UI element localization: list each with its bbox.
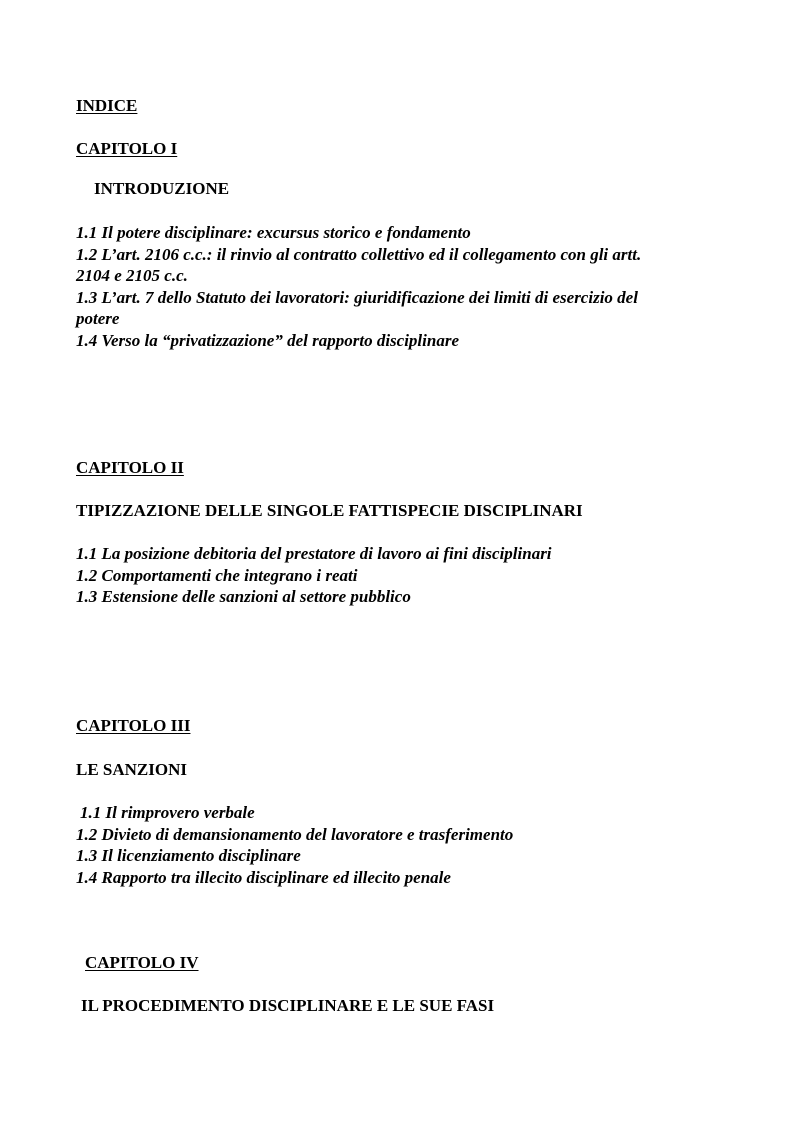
chapter-2-entry-2: 1.2 Comportamenti che integrano i reati (76, 565, 358, 585)
chapter-4-title: IL PROCEDIMENTO DISCIPLINARE E LE SUE FASI (81, 996, 495, 1015)
chapter-3-entry-3: 1.3 Il licenziamento disciplinare (76, 846, 301, 865)
chapter-1-entry-2: 1.2 L’art. 2106 c.c.: il rinvio al contratto collettivo ed il collegamento con gli artt. 2104 e 2105 c.c. (76, 244, 642, 285)
chapter-1-entry-4: 1.4 Verso la “privatizzazione” del rapporto disciplinare (76, 330, 459, 350)
chapter-1-entry-3: 1.3 L’art. 7 dello Statuto dei lavoratori: giuridificazione dei limiti di esercizio del potere (76, 287, 638, 328)
chapter-4-heading: CAPITOLO IV (85, 953, 199, 972)
chapter-2-entry-1: 1.1 La posizione debitoria del prestatore di lavoro ai fini disciplinari (76, 544, 552, 563)
chapter-3-title: LE SANZIONI (76, 760, 188, 779)
chapter-1-heading: CAPITOLO I (76, 139, 178, 158)
chapter-3-heading: CAPITOLO III (76, 716, 191, 735)
chapter-3-entry-4: 1.4 Rapporto tra illecito disciplinare ed illecito penale (76, 867, 451, 887)
chapter-3-entry-1: 1.1 Il rimprovero verbale (80, 803, 255, 822)
chapter-1-entry-1: 1.1 Il potere disciplinare: excursus storico e fondamento (76, 223, 471, 242)
chapter-2-heading: CAPITOLO II (76, 458, 184, 477)
chapter-1-title: INTRODUZIONE (94, 179, 230, 198)
chapter-2-title: TIPIZZAZIONE DELLE SINGOLE FATTISPECIE DISCIPLINARI (76, 501, 583, 520)
chapter-3-entry-2: 1.2 Divieto di demansionamento del lavoratore e trasferimento (76, 824, 514, 844)
chapter-2-entry-3: 1.3 Estensione delle sanzioni al settore pubblico (76, 587, 411, 606)
index-title: INDICE (76, 96, 138, 115)
